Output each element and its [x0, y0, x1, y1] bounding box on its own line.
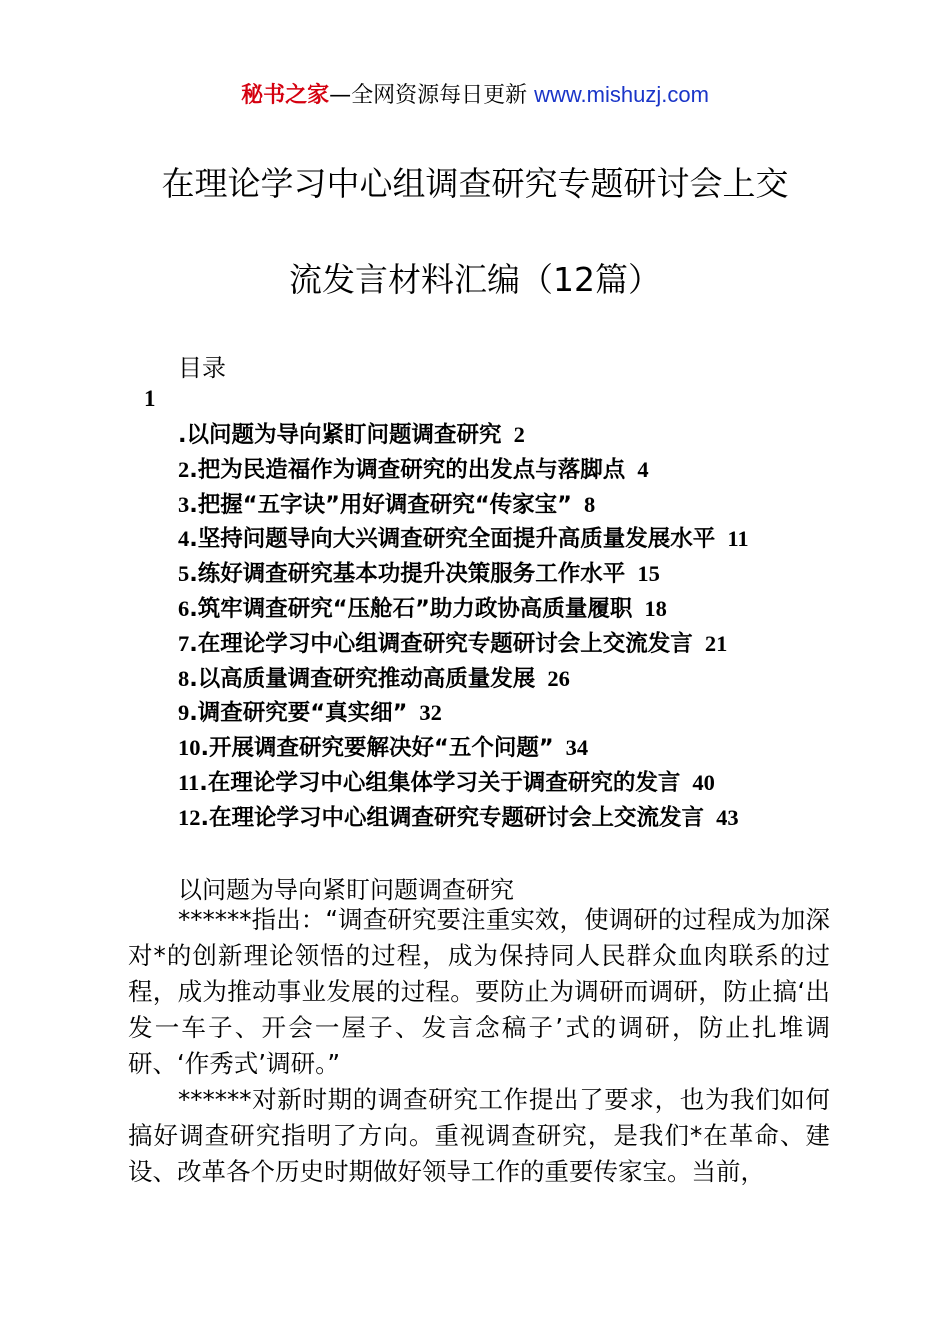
toc-item-page: 4	[637, 456, 649, 482]
toc-item[interactable]	[178, 731, 878, 766]
site-brand: 秘书之家	[241, 83, 330, 108]
section-title: 以问题为导向紧盯问题调查研究	[178, 876, 514, 904]
toc-item-page: 26	[547, 665, 570, 691]
toc-item-page: 11	[727, 526, 749, 552]
table-of-contents	[178, 418, 878, 836]
body-text	[128, 902, 830, 1190]
toc-item[interactable]	[178, 418, 878, 453]
toc-item-title: .筑牢调查研究“压舱石”助力政协高质量履职	[189, 595, 633, 622]
toc-item[interactable]	[178, 627, 878, 662]
toc-item-number: 11	[178, 769, 200, 795]
toc-item[interactable]	[178, 696, 878, 731]
toc-item-page: 8	[583, 491, 596, 517]
toc-item[interactable]	[178, 662, 878, 697]
toc-item[interactable]	[178, 522, 878, 557]
toc-item[interactable]	[178, 453, 878, 488]
toc-item[interactable]	[178, 557, 878, 592]
toc-item-page: 32	[419, 700, 442, 726]
toc-first-number: 1	[144, 386, 156, 411]
toc-item-page: 34	[565, 735, 589, 761]
toc-heading: 目录	[178, 354, 226, 382]
toc-item-page: 2	[513, 422, 525, 447]
toc-item-page: 15	[637, 561, 660, 587]
toc-item-number: 3	[178, 491, 190, 517]
toc-item-number: 8	[178, 665, 190, 691]
body-paragraph: ******对新时期的调查研究工作提出了要求，也为我们如何搞好调查研究指明了方向。重视调查研究，是我们*在革命、建设、改革各个历史时期做好领导工作的重要传家宝。当前，	[128, 1085, 830, 1186]
toc-item-number: 10	[178, 735, 201, 761]
toc-item-number: 4	[178, 526, 190, 552]
toc-item-title: .坚持问题导向大兴调查研究全面提升高质量发展水平	[189, 526, 716, 553]
toc-item-title: .以高质量调查研究推动高质量发展	[189, 665, 536, 692]
body-paragraph: ******指出：“调查研究要注重实效，使调研的过程成为加深对*的创新理论领悟的过程，成为保持同人民群众血肉联系的过程，成为推动事业发展的过程。要防止为调研而调研，防止搞‘出发一车子、开会一屋子、发言念稿子’式的调研，防止扎堆调研、‘作秀式’调研。”	[128, 905, 830, 1078]
toc-item-title: .调查研究要“真实细”	[189, 700, 408, 727]
toc-item-number: 9	[178, 700, 190, 726]
toc-item-page: 40	[692, 769, 715, 795]
toc-item[interactable]	[178, 488, 878, 523]
toc-item-title: .练好调查研究基本功提升决策服务工作水平	[189, 561, 626, 588]
toc-item-number: 6	[178, 595, 190, 621]
toc-item[interactable]	[178, 766, 878, 801]
toc-item-page: 21	[704, 630, 728, 656]
document-title-line-2: 流发言材料汇编（12篇）	[289, 260, 661, 299]
toc-item-title: .在理论学习中心组集体学习关于调查研究的发言	[199, 769, 681, 796]
toc-item-number: 5	[178, 561, 190, 587]
toc-item-page: 43	[716, 804, 739, 830]
toc-item-title: .把为民造福作为调查研究的出发点与落脚点	[189, 456, 626, 483]
site-url-link[interactable]: www.mishuzj.com	[534, 82, 709, 107]
toc-item-title: .开展调查研究要解决好“五个问题”	[200, 735, 554, 762]
toc-item-number: 12	[178, 804, 201, 830]
toc-item-page: 18	[644, 595, 667, 621]
toc-item[interactable]	[178, 592, 878, 627]
toc-item-title: .以问题为导向紧盯问题调查研究	[178, 422, 502, 448]
document-title-line-1: 在理论学习中心组调查研究专题研讨会上交	[161, 164, 789, 203]
toc-item-number: 7	[178, 630, 190, 656]
toc-item-title: .在理论学习中心组调查研究专题研讨会上交流发言	[189, 630, 693, 657]
toc-item-title: .把握“五字诀”用好调查研究“传家宝”	[189, 491, 572, 518]
site-tagline: —全网资源每日更新	[329, 83, 528, 108]
toc-item[interactable]	[178, 801, 878, 836]
toc-item-number: 2	[178, 456, 190, 482]
site-header	[0, 80, 950, 111]
toc-item-title: .在理论学习中心组调查研究专题研讨会上交流发言	[200, 804, 705, 831]
